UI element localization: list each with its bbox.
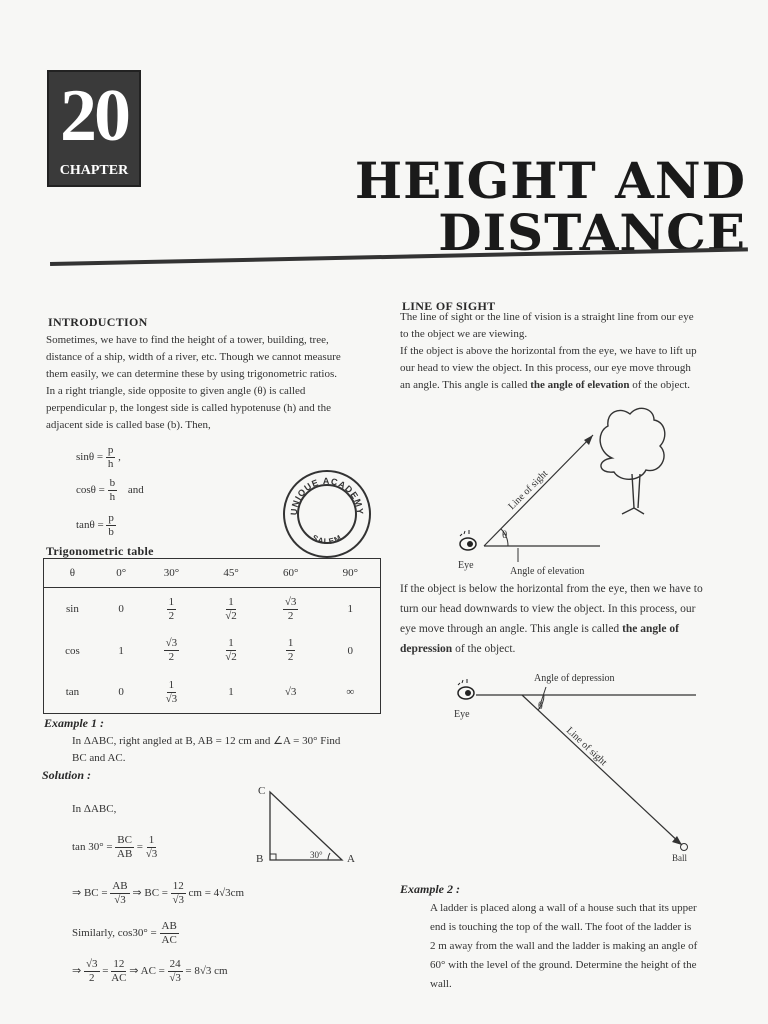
- fraction: $\frac{1}{2}$: [168, 595, 175, 622]
- vertex-a: A: [347, 853, 355, 865]
- tree-trunk: [622, 474, 644, 514]
- dep-line: turn our head downwards to view the object. In this process, our: [400, 603, 696, 615]
- angle-label: 30°: [310, 850, 323, 860]
- trig-function-name: sin: [66, 603, 79, 616]
- trig-value-cell: 1: [347, 603, 354, 616]
- example2-line: A ladder is placed along a wall of a house such that its upper: [430, 902, 697, 914]
- line-of-sight-label: Line of sight: [563, 725, 609, 769]
- trig-table: [44, 559, 380, 713]
- eye-label: Eye: [458, 560, 474, 571]
- stamp-top-text: UNIQUE ACADEMY: [288, 475, 366, 516]
- example2-line: wall.: [430, 978, 452, 990]
- trig-row-sin: [44, 588, 380, 630]
- line-of-sight-paragraph: [400, 309, 750, 394]
- line-of-sight-heading: LINE OF SIGHT: [402, 299, 496, 313]
- trig-value-cell: 1: [228, 686, 234, 699]
- trig-row-cos: [44, 630, 380, 672]
- trig-value-cell: √3: [284, 686, 297, 699]
- formula-tail: ,: [118, 451, 121, 464]
- trig-header-cell: 0°: [116, 567, 127, 580]
- depression-figure: [448, 665, 708, 865]
- angle-elevation-label: Angle of elevation: [510, 566, 585, 577]
- tree-icon: [600, 408, 665, 479]
- intro-paragraph: [46, 332, 384, 434]
- dep-line: If the object is below the horizontal from the eye, then we have to: [400, 583, 703, 595]
- solution-step-5: ⇒ $\frac{√3}{2}$ = $\frac{12}{AC}$ ⇒ AC = $\frac{24}{√3}$ = 8√3 cm: [72, 958, 228, 984]
- academy-stamp: [283, 470, 371, 558]
- los-line: to the object we are viewing.: [400, 328, 528, 340]
- trig-value-cell: 1: [118, 644, 124, 657]
- fraction: $\frac{b}{h}$: [109, 477, 116, 503]
- depression-paragraph: [400, 579, 755, 659]
- trig-header-cell: 90°: [342, 567, 358, 580]
- example2-line: 60° with the level of the ground. Determine the height of the: [430, 959, 697, 971]
- page-title: [354, 151, 746, 262]
- trig-value-cell: [201, 630, 260, 672]
- ball-label: Ball: [672, 853, 687, 863]
- trig-table-frame: [43, 558, 381, 714]
- los-line: If the object is above the horizontal from the eye, we have to lift up: [400, 345, 697, 357]
- chapter-number: 20: [60, 75, 128, 157]
- intro-heading: INTRODUCTION: [48, 315, 148, 329]
- fraction: $\frac{√3}{2}$: [165, 637, 178, 664]
- trig-value-cell: [141, 630, 201, 672]
- stamp-bottom-text: SALEM: [310, 532, 344, 547]
- right-angle-mark: [270, 854, 276, 860]
- fraction: $\frac{p}{h}$: [107, 444, 114, 470]
- angle-arc: [328, 853, 330, 860]
- fraction: $\frac{√3}{2}$: [284, 595, 297, 622]
- trig-value-cell: [261, 588, 321, 630]
- chapter-label: CHAPTER: [59, 163, 129, 178]
- formula-lhs: cosθ =: [76, 484, 105, 497]
- formula-lhs: tanθ =: [76, 519, 104, 532]
- chapter-badge: [47, 70, 141, 187]
- trig-value-cell: [141, 588, 201, 630]
- trig-table-caption: Trigonometric table: [46, 544, 154, 558]
- elevation-figure: [448, 400, 678, 580]
- fraction: $\frac{1}{2}$: [287, 637, 294, 664]
- dep-line: depression of the object.: [400, 643, 516, 655]
- solution-step-4: Similarly, cos30° = $\frac{AB}{AC}$: [72, 920, 177, 946]
- trig-value-cell: ∞: [346, 686, 355, 699]
- vertex-c: C: [258, 785, 266, 797]
- formula-sin: [76, 444, 121, 471]
- solution-step-1: In ΔABC,: [72, 803, 117, 815]
- los-line: The line of sight or the line of vision is a straight line from our eye: [400, 311, 694, 323]
- trig-header-cell: θ: [69, 567, 76, 580]
- intro-line: perpendicular p, the longest side is called hypotenuse (h) and the: [46, 402, 331, 414]
- example2-label: Example 2 :: [400, 882, 460, 896]
- dep-line: eye move through an angle. This angle is called the angle of: [400, 623, 679, 635]
- example1-line: In ΔABC, right angled at B, AB = 12 cm and ∠A = 30° Find: [72, 735, 341, 747]
- vertex-b: B: [256, 853, 264, 865]
- formula-tan: [76, 512, 116, 539]
- line-of-sight-arrow: [484, 435, 593, 546]
- trig-header-cell: 60°: [282, 567, 299, 580]
- example1-label: Example 1 :: [44, 716, 104, 730]
- trig-value-cell: [201, 588, 260, 630]
- triangle-shape: [270, 792, 342, 860]
- trig-value-cell: [141, 671, 201, 713]
- los-line: our head to view the object. In this process, our eye move through: [400, 362, 691, 374]
- formula-tail: and: [127, 484, 144, 497]
- svg-text:SALEM: [310, 533, 343, 546]
- svg-text:UNIQUE ACADEMY: [289, 476, 365, 516]
- triangle-abc-figure: [250, 780, 360, 870]
- trig-value-cell: 0: [118, 603, 124, 616]
- intro-line: distance of a ship, width of a river, etc. Though we cannot measure: [46, 351, 341, 363]
- intro-line: In a right triangle, side opposite to given angle (θ) is called: [46, 385, 306, 397]
- trig-value-cell: [261, 630, 321, 672]
- example1-line: BC and AC.: [72, 752, 126, 764]
- example2-line: end is touching the top of the wall. The foot of the ladder is: [430, 921, 692, 933]
- eye-icon: [460, 530, 476, 550]
- formula-lhs: sinθ =: [76, 451, 104, 464]
- line-of-sight-label: Line of sight: [506, 468, 551, 513]
- example2-text: [430, 899, 758, 994]
- eye-label: Eye: [454, 709, 470, 720]
- trig-function-name: tan: [65, 686, 80, 699]
- trig-function-name: cos: [65, 644, 80, 657]
- intro-line: adjacent side is called base (b). Then,: [46, 419, 211, 431]
- theta-label: θ: [502, 529, 508, 541]
- example2-line: 2 m away from the wall and the ladder is making an angle of: [430, 940, 698, 952]
- ball-icon: [681, 844, 688, 851]
- formula-cos: [76, 477, 144, 504]
- trig-header-cell: 45°: [223, 567, 239, 580]
- fraction: $\frac{p}{b}$: [108, 512, 114, 538]
- title-line-2: DISTANCE: [438, 203, 746, 262]
- fraction: $\frac{1}{√2}$: [225, 637, 237, 664]
- example1-text: [72, 733, 340, 767]
- angle-depression-label: Angle of depression: [534, 673, 615, 684]
- trig-header-cell: 30°: [163, 567, 180, 580]
- stamp-text-svg: [285, 472, 369, 556]
- los-line: an angle. This angle is called the angle of elevation of the object.: [400, 379, 691, 391]
- trig-row-tan: [44, 671, 380, 713]
- intro-line: Sometimes, we have to find the height of a tower, building, tree,: [46, 334, 329, 346]
- trig-value-cell: 0: [347, 644, 354, 657]
- theta-label: θ: [538, 701, 543, 712]
- trig-header-row: [44, 559, 380, 588]
- fraction: $\frac{1}{√3}$: [165, 678, 178, 705]
- solution-step-3: ⇒ BC = $\frac{AB}{√3}$ ⇒ BC = $\frac{12}{√3}$ cm = 4√3cm: [72, 880, 245, 906]
- eye-icon: [458, 679, 474, 699]
- trig-value-cell: 0: [118, 686, 124, 699]
- line-of-sight-line: [522, 695, 682, 845]
- title-line-1: HEIGHT AND: [354, 151, 746, 210]
- fraction: $\frac{1}{√2}$: [225, 595, 237, 622]
- solution-label: Solution :: [42, 768, 92, 782]
- intro-line: them easily, we can determine these by using trigonometric ratios.: [46, 368, 338, 380]
- solution-step-2: tan 30° = $\frac{BC}{AB}$ = $\frac{1}{√3}$: [72, 834, 158, 860]
